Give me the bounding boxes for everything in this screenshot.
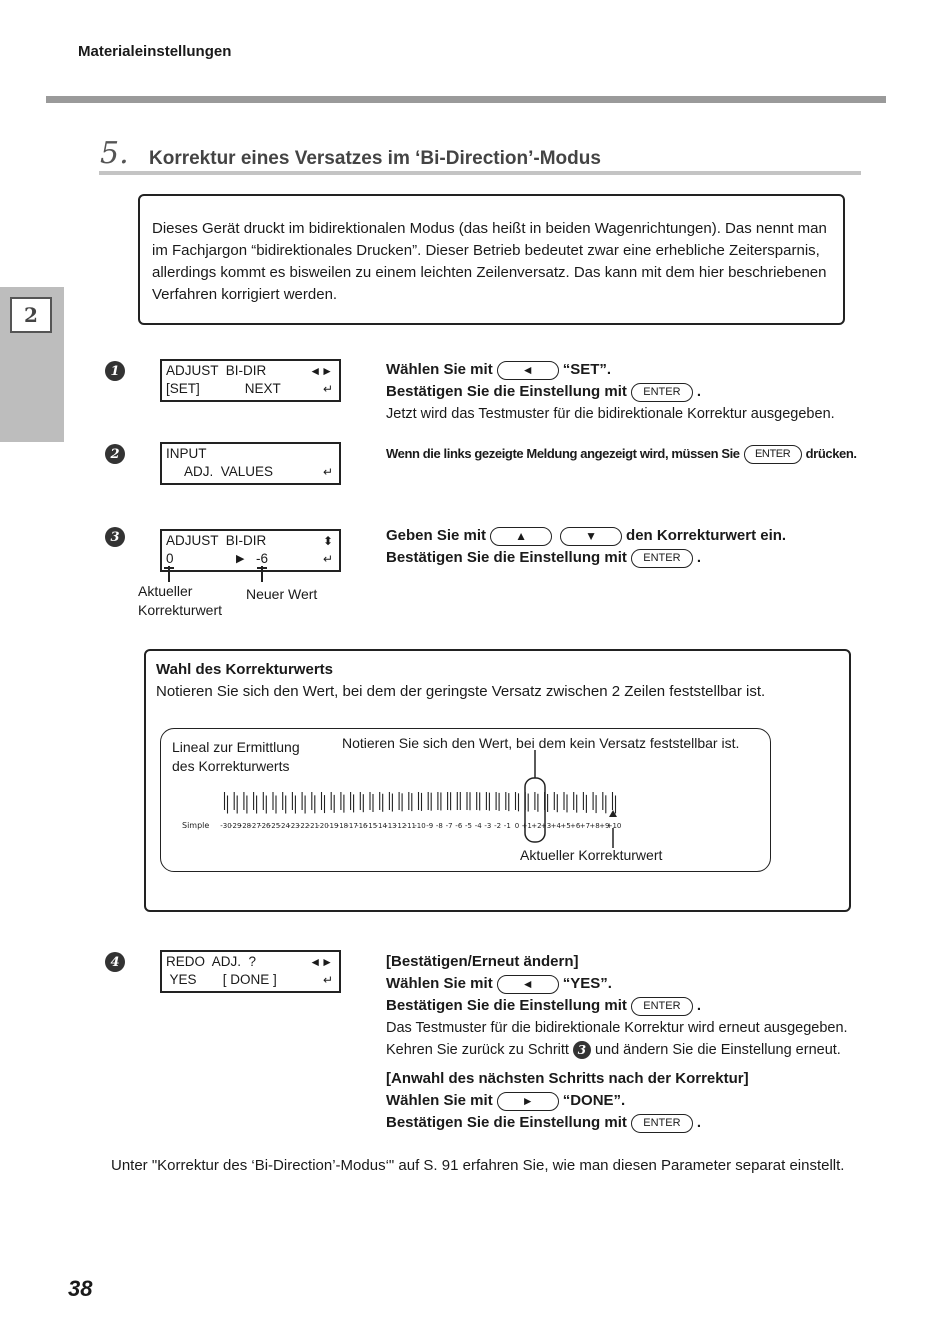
label-current-value: [138, 582, 222, 620]
left-key-icon: ◄: [497, 361, 559, 380]
step4-line: Wählen Sie mit: [386, 975, 493, 992]
period: .: [696, 997, 702, 1014]
ruler-scale-label: -7: [445, 822, 453, 830]
lcd-display-step2: [160, 442, 341, 485]
ruler-scale-label: -21: [307, 822, 320, 830]
return-icon: ↵: [322, 465, 333, 479]
intro-box: [138, 194, 845, 325]
ruler-scale-label: -6: [455, 822, 463, 830]
ruler-scale-label: 0: [514, 822, 520, 830]
ruler-scale-label: +9: [599, 822, 610, 830]
ruler-scale-label: -29: [229, 822, 242, 830]
step2-line1-end: drücken.: [805, 446, 857, 461]
step4-line: Wählen Sie mit: [386, 1092, 493, 1109]
step4-heading-confirm: [Bestätigen/Erneut ändern]: [386, 953, 579, 970]
section-number: 5.: [100, 136, 129, 171]
step1-instructions: [386, 359, 866, 425]
ruler-scale-label: -30: [220, 822, 232, 830]
ruler-scale-label: -4: [474, 822, 482, 830]
ruler-scale-label: -15: [365, 822, 378, 830]
enter-key-icon: ENTER: [631, 997, 693, 1016]
section-title: Korrektur eines Versatzes im ‘Bi-Direction’-Modus: [149, 148, 601, 169]
step-marker-4: 4: [105, 952, 125, 972]
label-line: Korrekturwert: [138, 602, 223, 618]
ruler-scale-label: -10: [414, 822, 426, 830]
ruler-scale-label: -11: [404, 822, 417, 830]
step-marker-3: 3: [105, 527, 125, 547]
ruler-scale-label: -8: [435, 822, 443, 830]
left-right-arrows-icon: ◄►: [309, 955, 333, 969]
return-icon: ↵: [322, 973, 333, 987]
step2-instructions: [386, 443, 866, 465]
ruler-marks: [225, 792, 616, 814]
step-marker-1: 1: [105, 361, 125, 381]
enter-key-icon: ENTER: [631, 1114, 693, 1133]
ruler-scale-label: +3: [540, 822, 552, 830]
label-line: Aktueller: [138, 583, 193, 599]
left-right-arrows-icon: ◄►: [309, 364, 333, 378]
intro-line: allerdings kommt es bisweilen zu einem leichten Zeilenversatz. Das kann mit dem hier beschriebenen: [152, 264, 827, 281]
pointer-tick-new: [257, 567, 267, 569]
footer-note: Unter "Korrektur des ‘Bi-Direction’-Modus‘" auf S. 91 erfahren Sie, wie man diesen Parameter separat einstellt.: [111, 1157, 845, 1174]
step3-line1: Geben Sie mit: [386, 527, 487, 544]
ruler-scale-label: -18: [336, 822, 349, 830]
label-line: Lineal zur Ermittlung: [172, 739, 300, 755]
lcd-row2: ADJ. VALUES: [166, 464, 274, 479]
ruler-scale-label: +6: [570, 822, 581, 830]
step1-line1-end: “SET”.: [562, 361, 612, 378]
period: .: [696, 1114, 702, 1131]
ruler-scale-label: +7: [579, 822, 591, 830]
return-icon: ↵: [322, 382, 333, 396]
step1-line1: Wählen Sie mit: [386, 361, 493, 378]
ruler-scale-label: -5: [465, 822, 472, 830]
enter-key-icon: ENTER: [744, 445, 802, 464]
ruler-scale-label: -27: [249, 822, 261, 830]
lcd-row1: REDO ADJ. ?: [166, 954, 257, 969]
ruler-scale-label: -2: [494, 822, 502, 830]
play-arrow-icon: ▶: [236, 553, 245, 565]
step4-line: Das Testmuster für die bidirektionale Korrektur wird erneut ausgegeben.: [386, 1020, 848, 1036]
step4-line-end: und ändern Sie die Einstellung erneut.: [594, 1042, 841, 1058]
enter-key-icon: ENTER: [631, 549, 693, 568]
step1-line2: Bestätigen Sie die Einstellung mit: [386, 383, 627, 400]
up-down-arrows-icon: ⬍: [322, 534, 333, 548]
ruler-scale-label: +4: [550, 822, 561, 830]
ruler-scale-label: -16: [356, 822, 368, 830]
step4-instructions: [386, 951, 866, 1134]
lcd-row2: YES [ DONE ]: [166, 972, 277, 987]
up-key-icon: ▲: [490, 527, 552, 546]
lcd-row2: [SET] NEXT: [166, 381, 281, 396]
intro-line: Dieses Gerät druckt im bidirektionalen Modus (das heißt in beiden Wagenrichtungen). Das nennt man: [152, 220, 827, 237]
ruler-scale-label: -22: [297, 822, 310, 830]
ruler-scale-label: -9: [426, 822, 434, 830]
step-ref-3-icon: 3: [573, 1041, 591, 1059]
step4-line-end: “YES”.: [562, 975, 612, 992]
left-key-icon: ◄: [497, 975, 559, 994]
ruler-note: Notieren Sie sich den Wert, bei dem kein Versatz feststellbar ist.: [342, 735, 740, 751]
ruler-scale-label: +2: [531, 822, 542, 830]
step4-line: Bestätigen Sie die Einstellung mit: [386, 1114, 627, 1131]
ruler-scale-label: -17: [346, 822, 358, 830]
ruler-scale-label: -13: [385, 822, 397, 830]
ruler-scale-label: -19: [326, 822, 339, 830]
ruler-labels: [220, 822, 621, 830]
ruler-scale-label: -23: [288, 822, 300, 830]
ruler-scale-label: -28: [239, 822, 252, 830]
step2-line1: Wenn die links gezeigte Meldung angezeigt wird, müssen Sie: [386, 446, 740, 461]
step1-line3: Jetzt wird das Testmuster für die bidirektionale Korrektur ausgegeben.: [386, 406, 835, 422]
ruler-scale-label: +8: [589, 822, 600, 830]
ruler-scale-label: -26: [259, 822, 271, 830]
intro-line: im Fachjargon “bidirektionales Drucken”. Dieser Betrieb bedeutet zwar eine erhebliche Zeitersparnis,: [152, 242, 820, 259]
header-bar: [46, 96, 886, 103]
page-number: 38: [68, 1276, 93, 1301]
running-header: Materialeinstellungen: [78, 43, 232, 60]
step4-line: Bestätigen Sie die Einstellung mit: [386, 997, 627, 1014]
ruler-scale-label: -20: [317, 822, 329, 830]
lcd-new-value: -6: [256, 551, 269, 566]
step4-line: Kehren Sie zurück zu Schritt: [386, 1042, 569, 1058]
lcd-row1: ADJUST BI-DIR: [166, 533, 267, 548]
step4-heading-next: [Anwahl des nächsten Schritts nach der Korrektur]: [386, 1070, 749, 1087]
down-key-icon: ▼: [560, 527, 622, 546]
ruler-scale-label: +5: [560, 822, 571, 830]
correction-box-title: Wahl des Korrekturwerts: [156, 661, 333, 678]
intro-line: Verfahren korrigiert werden.: [152, 286, 338, 303]
step3-line1-end: den Korrekturwert ein.: [626, 527, 787, 544]
lcd-current-value: 0: [166, 551, 174, 566]
ruler-scale-label: -12: [394, 822, 407, 830]
step4-line-end: “DONE”.: [562, 1092, 626, 1109]
current-correction-label: Aktueller Korrekturwert: [520, 847, 663, 863]
right-key-icon: ►: [497, 1092, 559, 1111]
lcd-display-step1: [160, 359, 341, 402]
ruler-scale-label: -14: [375, 822, 387, 830]
section-rule: [99, 171, 861, 175]
step3-instructions: [386, 525, 866, 569]
lcd-display-step3: [160, 529, 341, 572]
label-new-value: Neuer Wert: [246, 586, 318, 602]
ruler-scale-label: -1: [503, 822, 511, 830]
lcd-display-step4: [160, 950, 341, 993]
period: .: [696, 383, 702, 400]
step3-line2: Bestätigen Sie die Einstellung mit: [386, 549, 627, 566]
lcd-row1: ADJUST BI-DIR: [166, 363, 267, 378]
enter-key-icon: ENTER: [631, 383, 693, 402]
return-icon: ↵: [322, 552, 333, 566]
period: .: [696, 549, 702, 566]
lcd-row1: INPUT: [166, 446, 207, 461]
chapter-number: 2: [10, 297, 52, 333]
pointer-tick-current: [164, 567, 174, 569]
correction-box-text: Notieren Sie sich den Wert, bei dem der geringste Versatz zwischen 2 Zeilen feststellbar ist.: [156, 683, 766, 700]
simple-label: Simple: [182, 821, 210, 830]
ruler-scale-label: -3: [484, 822, 492, 830]
ruler-scale-label: -24: [278, 822, 290, 830]
label-line: des Korrekturwerts: [172, 758, 290, 774]
ruler-scale-label: +10: [606, 822, 622, 830]
ruler-scale-label: -25: [268, 822, 281, 830]
ruler-scale-label: +1: [521, 822, 532, 830]
correction-ruler: [160, 728, 771, 872]
step-marker-2: 2: [105, 444, 125, 464]
